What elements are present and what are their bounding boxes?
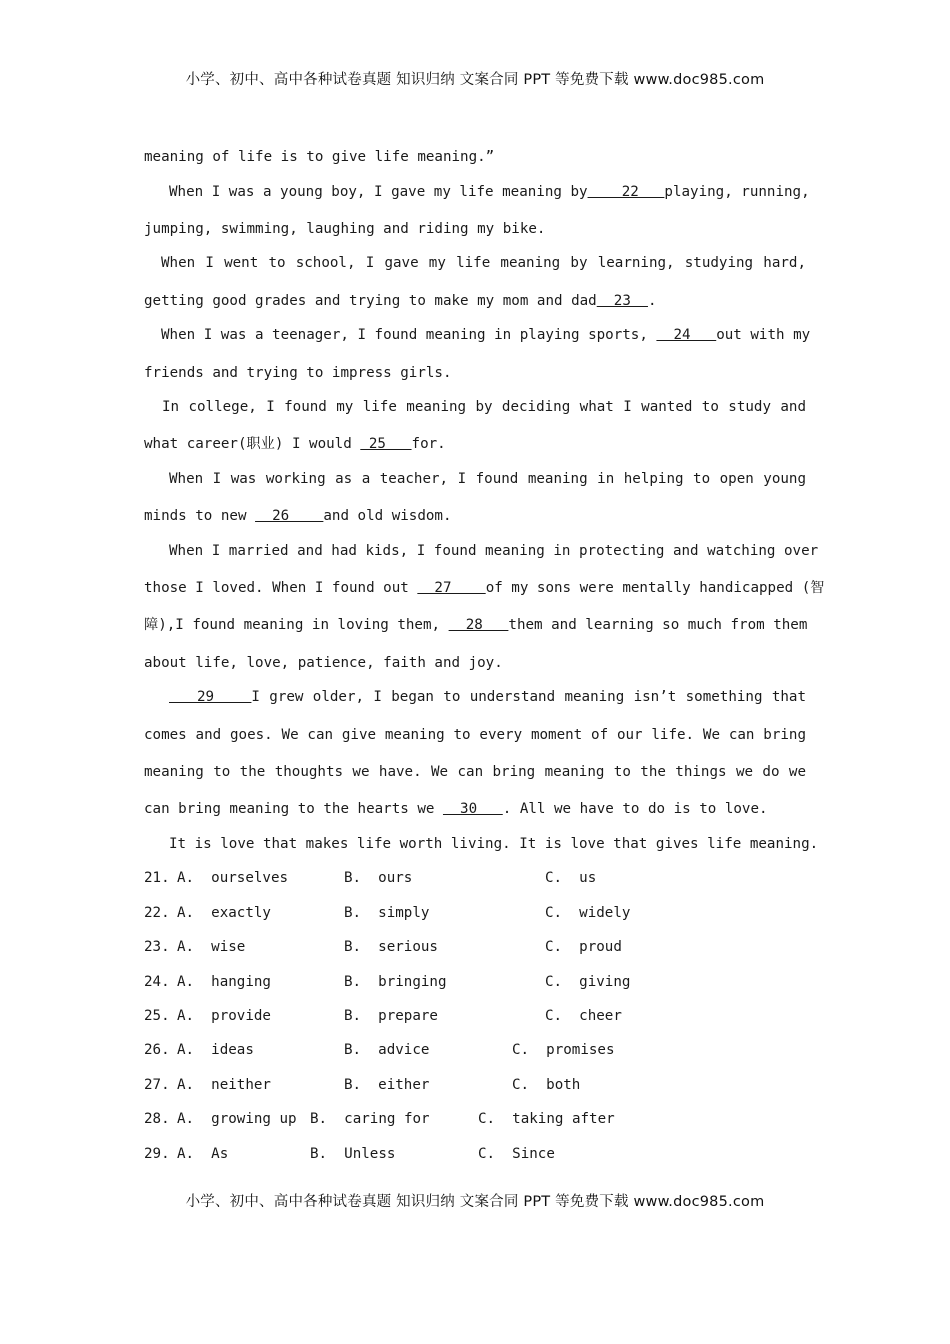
passage-line: meaning to the thoughts we have. We can bring meaning to the things we do we xyxy=(144,764,806,780)
blank-28: 28 xyxy=(448,617,509,633)
question-number: 23. xyxy=(144,939,170,955)
option-c: C. taking after xyxy=(478,1111,615,1127)
option-row-29 xyxy=(144,1144,806,1164)
blank-23: 23 xyxy=(596,293,648,309)
option-a: A. As xyxy=(177,1146,229,1162)
option-c: C. promises xyxy=(512,1042,615,1058)
option-row-27 xyxy=(144,1075,806,1095)
passage-line: 29 I grew older, I began to understand meaning isn’t something that xyxy=(169,689,806,705)
passage-line: When I married and had kids, I found meaning in protecting and watching over xyxy=(169,543,819,559)
option-row-28 xyxy=(144,1109,806,1129)
passage-line: When I was working as a teacher, I found meaning in helping to open young xyxy=(169,471,806,487)
option-row-21 xyxy=(144,868,806,888)
option-b: B. prepare xyxy=(344,1008,438,1024)
option-b: B. ours xyxy=(344,870,413,886)
passage-line: comes and goes. We can give meaning to every moment of our life. We can bring xyxy=(144,727,806,743)
option-row-25 xyxy=(144,1006,806,1026)
passage-line: When I was a young boy, I gave my life meaning by 22 playing, running, xyxy=(169,184,810,200)
passage-line: In college, I found my life meaning by deciding what I wanted to study and xyxy=(162,399,806,415)
option-row-23 xyxy=(144,937,806,957)
passage-line: jumping, swimming, laughing and riding my bike. xyxy=(144,221,546,237)
passage-line: It is love that makes life worth living. It is love that gives life meaning. xyxy=(169,836,819,852)
option-a: A. neither xyxy=(177,1077,271,1093)
question-number: 24. xyxy=(144,974,170,990)
option-a: A. wise xyxy=(177,939,246,955)
option-b: B. simply xyxy=(344,905,430,921)
passage-line: can bring meaning to the hearts we 30 . All we have to do is to love. xyxy=(144,801,768,817)
passage-line: 障),I found meaning in loving them, 28 them and learning so much from them xyxy=(144,617,808,633)
question-number: 28. xyxy=(144,1111,170,1127)
blank-22: 22 xyxy=(587,184,665,200)
question-number: 21. xyxy=(144,870,170,886)
blank-26: 26 xyxy=(255,508,324,524)
option-b: B. either xyxy=(344,1077,430,1093)
passage-line: When I went to school, I gave my life meaning by learning, studying hard, xyxy=(161,255,806,271)
option-c: C. giving xyxy=(545,974,631,990)
passage-line: what career(职业) I would 25 for. xyxy=(144,436,446,452)
passage-line: those I loved. When I found out 27 of my sons were mentally handicapped (智 xyxy=(144,580,825,596)
option-a: A. hanging xyxy=(177,974,271,990)
passage-line: getting good grades and trying to make my mom and dad 23 . xyxy=(144,293,657,309)
page-header: 小学、初中、高中各种试卷真题 知识归纳 文案合同 PPT 等免费下载 www.doc985.com xyxy=(185,72,765,88)
option-a: A. ourselves xyxy=(177,870,289,886)
option-b: B. Unless xyxy=(310,1146,396,1162)
blank-25: 25 xyxy=(360,436,412,452)
option-c: C. both xyxy=(512,1077,581,1093)
option-a: A. provide xyxy=(177,1008,271,1024)
blank-30: 30 xyxy=(442,801,503,817)
blank-29: 29 xyxy=(169,689,252,705)
option-c: C. cheer xyxy=(545,1008,622,1024)
option-b: B. caring for xyxy=(310,1111,430,1127)
option-row-26 xyxy=(144,1040,806,1060)
question-number: 22. xyxy=(144,905,170,921)
option-row-22 xyxy=(144,903,806,923)
blank-24: 24 xyxy=(656,327,717,343)
passage-line: about life, love, patience, faith and joy. xyxy=(144,655,503,671)
option-c: C. proud xyxy=(545,939,622,955)
passage-line: meaning of life is to give life meaning.” xyxy=(144,149,495,165)
question-number: 27. xyxy=(144,1077,170,1093)
option-a: A. ideas xyxy=(177,1042,254,1058)
option-b: B. bringing xyxy=(344,974,447,990)
option-b: B. serious xyxy=(344,939,438,955)
option-b: B. advice xyxy=(344,1042,430,1058)
option-a: A. exactly xyxy=(177,905,271,921)
passage-line: When I was a teenager, I found meaning in playing sports, 24 out with my xyxy=(161,327,811,343)
page-footer: 小学、初中、高中各种试卷真题 知识归纳 文案合同 PPT 等免费下载 www.doc985.com xyxy=(185,1194,765,1210)
question-number: 26. xyxy=(144,1042,170,1058)
option-a: A. growing up xyxy=(177,1111,297,1127)
blank-27: 27 xyxy=(417,580,486,596)
option-c: C. widely xyxy=(545,905,631,921)
question-number: 29. xyxy=(144,1146,170,1162)
passage-line: friends and trying to impress girls. xyxy=(144,365,452,381)
option-row-24 xyxy=(144,972,806,992)
option-c: C. us xyxy=(545,870,597,886)
option-c: C. Since xyxy=(478,1146,555,1162)
question-number: 25. xyxy=(144,1008,170,1024)
passage-line: minds to new 26 and old wisdom. xyxy=(144,508,452,524)
